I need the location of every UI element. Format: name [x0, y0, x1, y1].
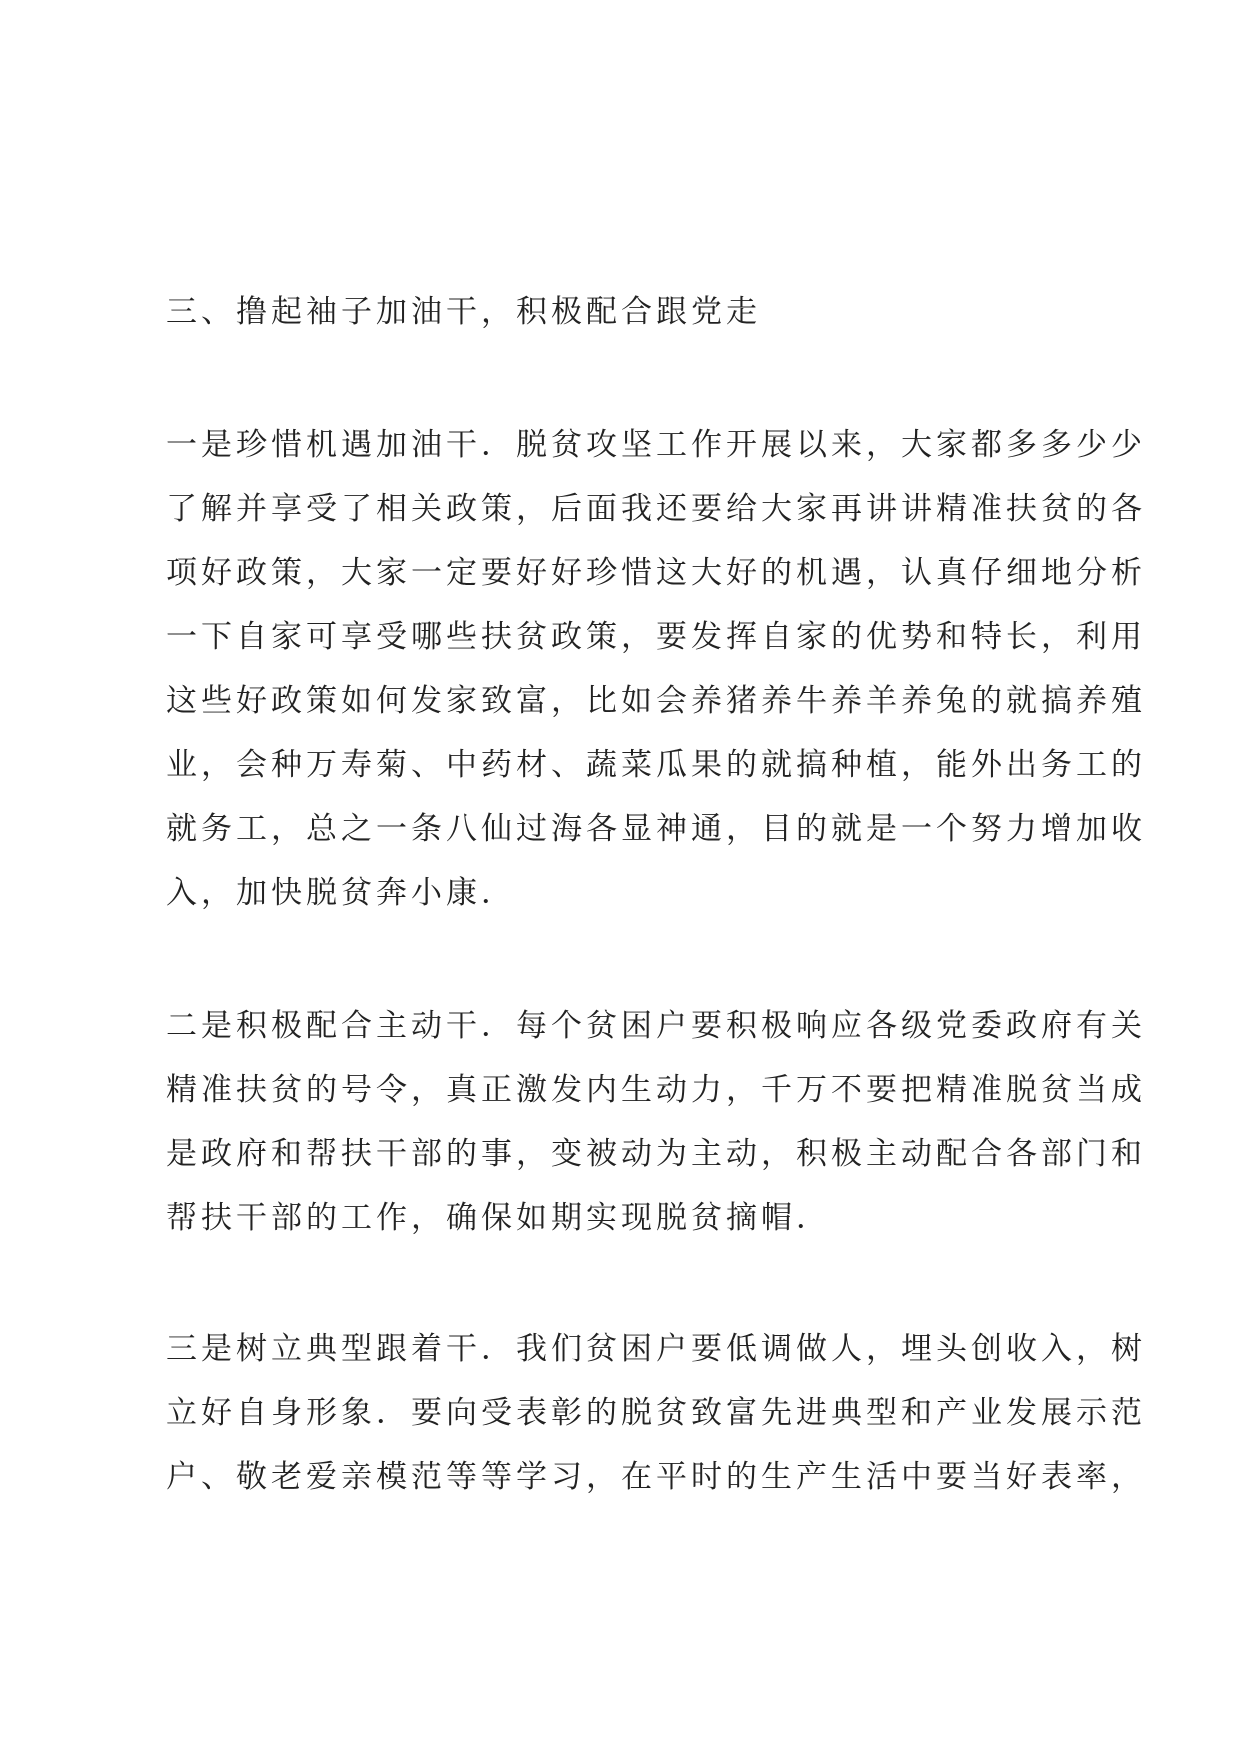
paragraph-line: 帮扶干部的工作，确保如期实现脱贫摘帽．: [166, 1200, 831, 1236]
paragraph-cherish-opportunity: [166, 425, 1146, 937]
paragraph-line: 一下自家可享受哪些扶贫政策，要发挥自家的优势和特长，利用: [166, 619, 1146, 655]
section-heading: 三、撸起袖子加油干，积极配合跟党走: [166, 294, 761, 330]
paragraph-line: 了解并享受了相关政策，后面我还要给大家再讲讲精准扶贫的各: [166, 491, 1146, 527]
paragraph-line: 项好政策，大家一定要好好珍惜这大好的机遇，认真仔细地分析: [166, 555, 1146, 591]
paragraph-line: 三是树立典型跟着干．我们贫困户要低调做人，埋头创收入，树: [166, 1331, 1146, 1367]
paragraph-line: 户、敬老爱亲模范等等学习，在平时的生产生活中要当好表率，: [166, 1459, 1146, 1495]
paragraph-line: 业，会种万寿菊、中药材、蔬菜瓜果的就搞种植，能外出务工的: [166, 747, 1146, 783]
paragraph-line: 二是积极配合主动干．每个贫困户要积极响应各级党委政府有关: [166, 1008, 1146, 1044]
paragraph-line: 入，加快脱贫奔小康．: [166, 875, 516, 911]
paragraph-follow-models: [166, 1329, 1146, 1521]
paragraph-line: 就务工，总之一条八仙过海各显神通，目的就是一个努力增加收: [166, 811, 1146, 847]
paragraph-line: 立好自身形象．要向受表彰的脱贫致富先进典型和产业发展示范: [166, 1395, 1146, 1431]
paragraph-line: 是政府和帮扶干部的事，变被动为主动，积极主动配合各部门和: [166, 1136, 1146, 1172]
paragraph-line: 这些好政策如何发家致富，比如会养猪养牛养羊养兔的就搞养殖: [166, 683, 1146, 719]
paragraph-line: 精准扶贫的号令，真正激发内生动力，千万不要把精准脱贫当成: [166, 1072, 1146, 1108]
paragraph-active-cooperation: [166, 1006, 1146, 1262]
paragraph-line: 一是珍惜机遇加油干．脱贫攻坚工作开展以来，大家都多多少少: [166, 427, 1146, 463]
